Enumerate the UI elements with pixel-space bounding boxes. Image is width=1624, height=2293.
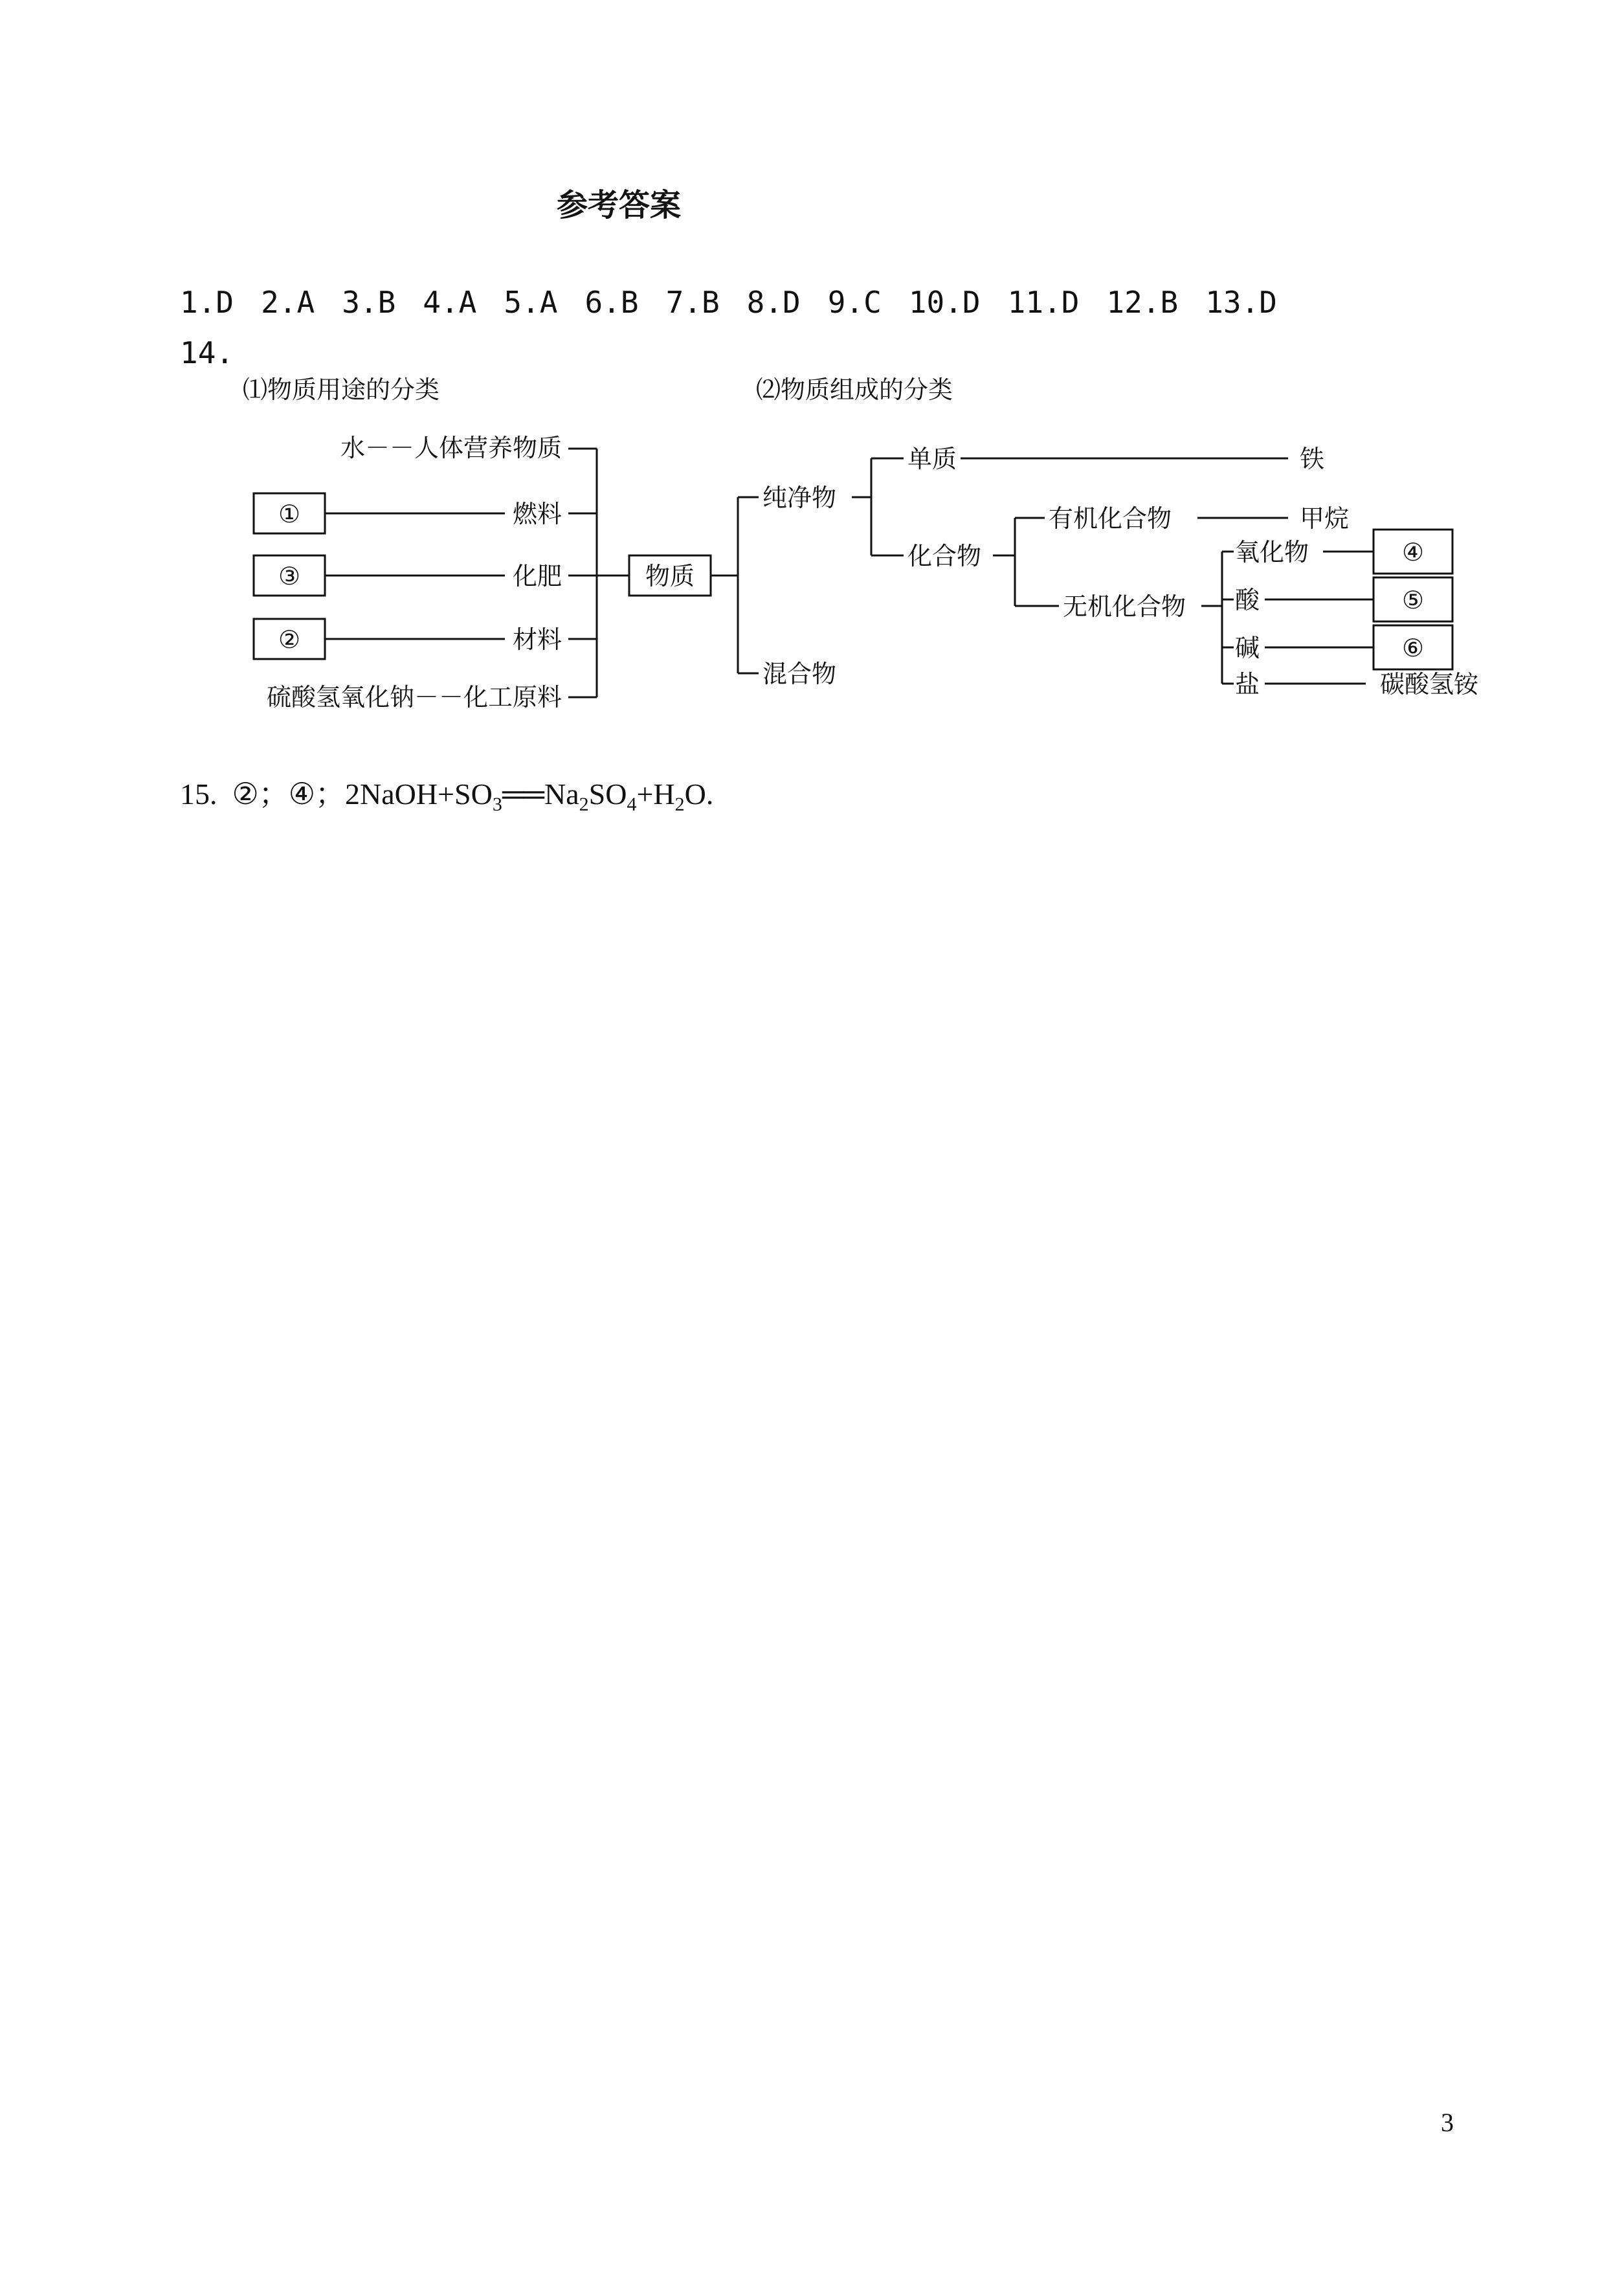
page-title: 参考答案 <box>557 187 682 223</box>
use-top-label: 水－－人体营养物质 <box>340 434 562 462</box>
answer-item: 3.B <box>342 285 396 320</box>
use-row-fuel: 燃料 <box>512 500 562 528</box>
pure-substance-label: 纯净物 <box>762 484 837 512</box>
question-15-answer: ②；④； <box>232 777 345 811</box>
salt-label: 盐 <box>1235 670 1260 699</box>
answer-item: 5.A <box>504 285 558 320</box>
oxide-label: 氧化物 <box>1235 538 1309 566</box>
base-box-label: ⑥ <box>1401 634 1425 662</box>
organic-example: 甲烷 <box>1300 504 1350 533</box>
answer-item: 11.D <box>1007 285 1080 320</box>
element-example: 铁 <box>1300 445 1325 473</box>
composition-heading: ⑵物质组成的分类 <box>756 375 953 404</box>
question-15-number: 15. <box>180 777 217 811</box>
classification-diagram <box>0 0 1624 744</box>
use-bottom-label: 硫酸氢氧化钠－－化工原料 <box>266 683 562 711</box>
use-row-material: 材料 <box>512 625 562 654</box>
answer-item: 12.B <box>1106 285 1179 320</box>
inorganic-compound-label: 无机化合物 <box>1063 592 1186 621</box>
salt-example: 碳酸氢铵 <box>1380 670 1479 699</box>
use-box-3-label: ③ <box>278 562 301 590</box>
answer-item: 7.B <box>665 285 720 320</box>
center-label: 物质 <box>645 562 695 590</box>
compound-label: 化合物 <box>907 542 982 570</box>
mixture-label: 混合物 <box>762 660 837 688</box>
answer-item: 2.A <box>261 285 315 320</box>
base-label: 碱 <box>1235 634 1260 662</box>
use-row-fertilizer: 化肥 <box>512 562 562 590</box>
answer-item: 9.C <box>827 285 882 320</box>
question-14-number: 14. <box>180 335 234 370</box>
question-15 <box>180 770 713 816</box>
element-label: 单质 <box>907 445 957 473</box>
answer-item: 6.B <box>584 285 639 320</box>
answer-item: 8.D <box>746 285 801 320</box>
answer-item: 1.D <box>180 285 234 320</box>
answer-item: 13.D <box>1205 285 1277 320</box>
organic-compound-label: 有机化合物 <box>1049 504 1172 533</box>
use-box-1-label: ① <box>278 500 301 528</box>
answer-item: 4.A <box>423 285 477 320</box>
use-box-2-label: ② <box>278 625 301 654</box>
acid-label: 酸 <box>1235 586 1260 614</box>
acid-box-label: ⑤ <box>1401 586 1425 614</box>
use-heading: ⑴物质用途的分类 <box>243 375 440 404</box>
page-number: 3 <box>1441 2108 1454 2137</box>
oxide-box-label: ④ <box>1401 538 1425 566</box>
equation: $2NaOH+SO_3══Na_2SO_4+H_2O$. <box>344 777 714 816</box>
answer-item: 10.D <box>908 285 981 320</box>
